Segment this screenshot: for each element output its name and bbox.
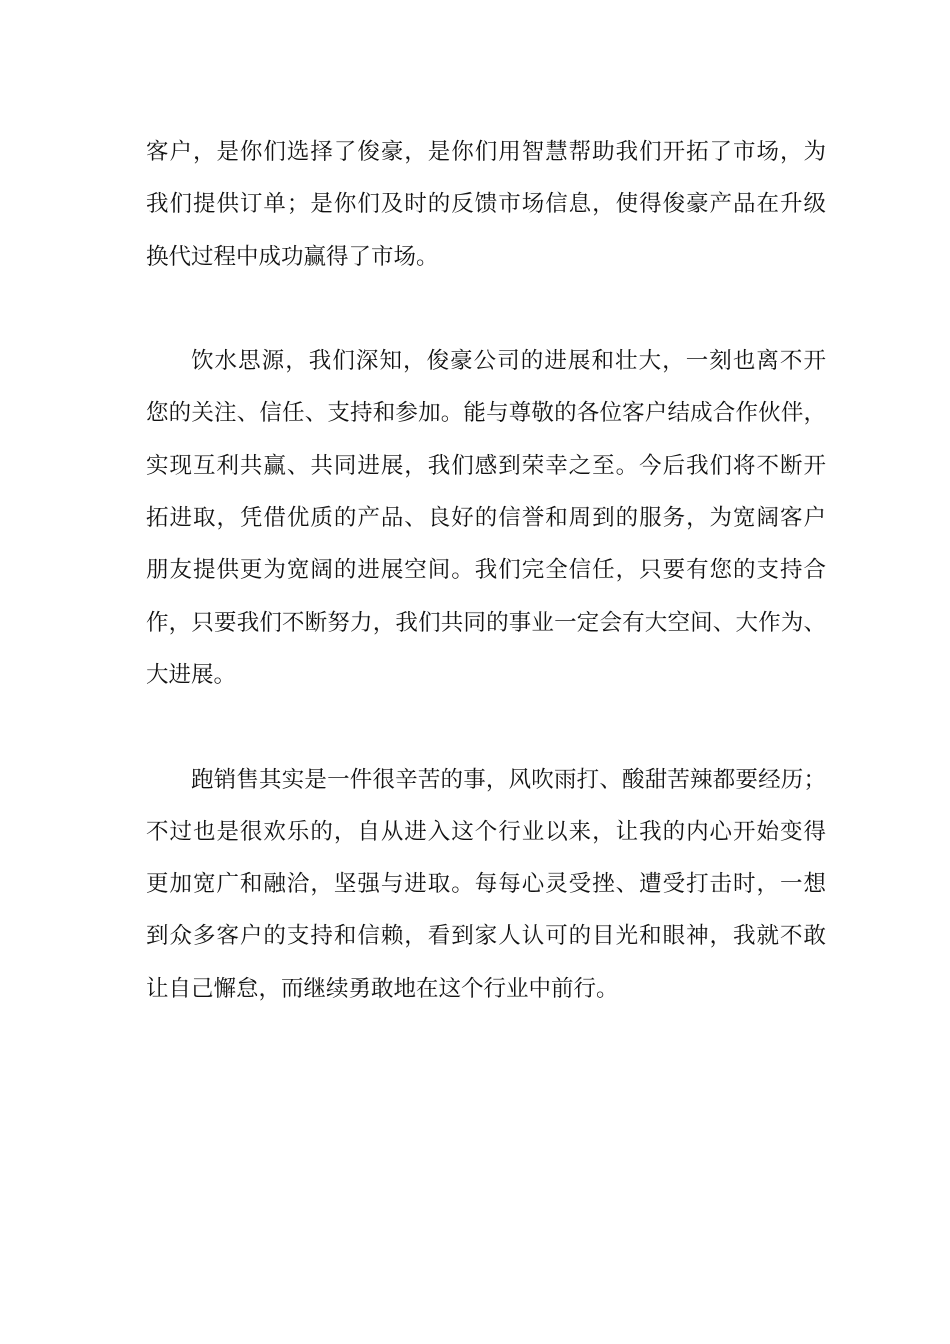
paragraph-3-line-3: 更加宽广和融洽，坚强与进取。每每心灵受挫、遭受打击时，一想 xyxy=(146,871,826,898)
paragraph-2-line-2: 您的关注、信任、支持和参加。能与尊敬的各位客户结成合作伙伴， xyxy=(146,400,826,427)
paragraph-gap xyxy=(146,283,826,335)
paragraph-3-line-4: 到众多客户的支持和信赖，看到家人认可的目光和眼神，我就不敢 xyxy=(146,923,826,950)
paragraph-2-line-6: 作，只要我们不断努力，我们共同的事业一定会有大空间、大作为、 xyxy=(146,609,826,636)
paragraph-1-line-2: 我们提供订单；是你们及时的反馈市场信息，使得俊豪产品在升级 xyxy=(146,191,826,218)
paragraph-2-line-4: 拓进取，凭借优质的产品、良好的信誉和周到的服务，为宽阔客户 xyxy=(146,505,826,532)
paragraph-gap xyxy=(146,701,826,753)
document-body xyxy=(146,126,826,1015)
paragraph-1-line-3: 换代过程中成功赢得了市场。 xyxy=(146,243,439,270)
paragraph-2-line-3: 实现互利共赢、共同进展，我们感到荣幸之至。今后我们将不断开 xyxy=(146,452,826,479)
paragraph-2-line-5: 朋友提供更为宽阔的进展空间。我们完全信任，只要有您的支持合 xyxy=(146,557,826,584)
paragraph-3-line-1: 跑销售其实是一件很辛苦的事，风吹雨打、酸甜苦辣都要经历； xyxy=(191,766,826,793)
paragraph-3-line-2: 不过也是很欢乐的，自从进入这个行业以来，让我的内心开始变得 xyxy=(146,818,826,845)
paragraph-2-line-1: 饮水思源，我们深知，俊豪公司的进展和壮大，一刻也离不开 xyxy=(191,348,826,375)
paragraph-2-line-7: 大进展。 xyxy=(146,661,237,688)
paragraph-1-line-1: 客户，是你们选择了俊豪，是你们用智慧帮助我们开拓了市场，为 xyxy=(146,139,826,165)
paragraph-3-line-5: 让自己懈怠，而继续勇敢地在这个行业中前行。 xyxy=(146,975,619,1002)
